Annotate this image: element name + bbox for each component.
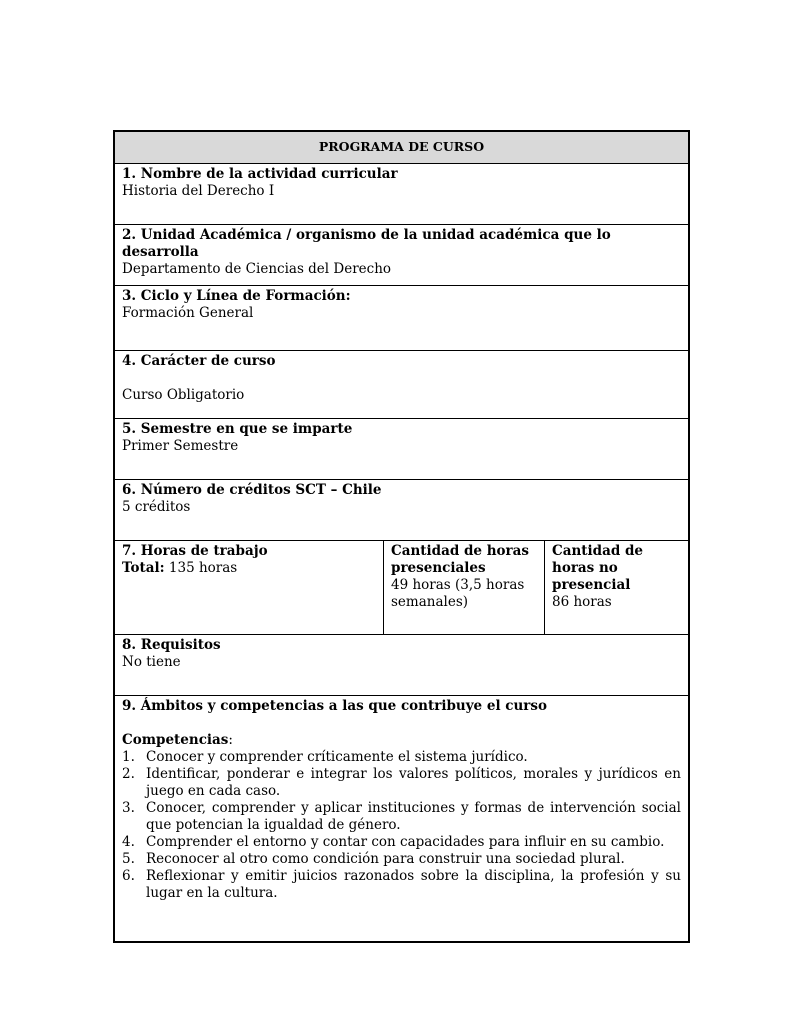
presencial-hours-value: 49 horas (3,5 horas semanales) xyxy=(391,577,525,610)
section-7 xyxy=(115,541,688,635)
competencias-label: Competencias xyxy=(122,732,229,748)
form-header xyxy=(115,132,688,164)
section-8-value: No tiene xyxy=(122,654,181,670)
presencial-hours-label: Cantidad de horas presenciales xyxy=(391,543,530,576)
section-8 xyxy=(115,635,688,696)
section-7-presencial-cell xyxy=(384,541,545,634)
section-2-label: 2. Unidad Académica / organismo de la unidad académica que lo desarrolla xyxy=(122,227,611,260)
form-title: PROGRAMA DE CURSO xyxy=(318,139,485,154)
section-1-value: Historia del Derecho I xyxy=(122,183,275,199)
section-5 xyxy=(115,419,688,480)
section-7-label: 7. Horas de trabajo xyxy=(122,543,268,559)
list-item: 4. Comprender el entorno y contar con capacidades para influir en su cambio. xyxy=(122,834,665,850)
list-item: 3. Conocer, comprender y aplicar instituciones y formas de intervención social que potencian la igualdad de género. xyxy=(122,800,681,833)
section-6-label: 6. Número de créditos SCT – Chile xyxy=(122,482,382,498)
section-1-label: 1. Nombre de la actividad curricular xyxy=(122,166,398,182)
no-presencial-hours-value: 86 horas xyxy=(552,594,612,610)
list-item: 5. Reconocer al otro como condición para construir una sociedad plural. xyxy=(122,851,625,867)
section-6 xyxy=(115,480,688,541)
section-4 xyxy=(115,351,688,419)
total-hours-label: Total: xyxy=(122,560,165,576)
total-hours-value: 135 horas xyxy=(168,560,238,576)
section-1 xyxy=(115,164,688,225)
course-program-form xyxy=(113,130,690,943)
section-3-value: Formación General xyxy=(122,305,254,321)
list-item: 6. Reflexionar y emitir juicios razonados sobre la disciplina, la profesión y su lugar en la cultura. xyxy=(122,868,681,901)
section-4-label: 4. Carácter de curso xyxy=(122,353,276,369)
section-2 xyxy=(115,225,688,286)
section-5-value: Primer Semestre xyxy=(122,438,239,454)
section-2-value: Departamento de Ciencias del Derecho xyxy=(122,261,392,277)
section-5-label: 5. Semestre en que se imparte xyxy=(122,421,353,437)
list-item: 1. Conocer y comprender críticamente el sistema jurídico. xyxy=(122,749,528,765)
section-7-no-presencial-cell xyxy=(545,541,688,634)
section-4-value: Curso Obligatorio xyxy=(122,387,245,403)
section-3 xyxy=(115,286,688,351)
section-9 xyxy=(115,696,688,941)
section-7-total-cell xyxy=(115,541,384,634)
competencias-list xyxy=(122,749,681,902)
section-9-label: 9. Ámbitos y competencias a las que contribuye el curso xyxy=(122,698,548,714)
no-presencial-hours-label: Cantidad de horas no presencial xyxy=(552,543,644,593)
section-3-label: 3. Ciclo y Línea de Formación: xyxy=(122,288,351,304)
list-item: 2. Identificar, ponderar e integrar los valores políticos, morales y jurídicos en juego en cada caso. xyxy=(122,766,681,799)
competencias-colon: : xyxy=(228,732,233,748)
section-8-label: 8. Requisitos xyxy=(122,637,221,653)
section-6-value: 5 créditos xyxy=(122,499,191,515)
